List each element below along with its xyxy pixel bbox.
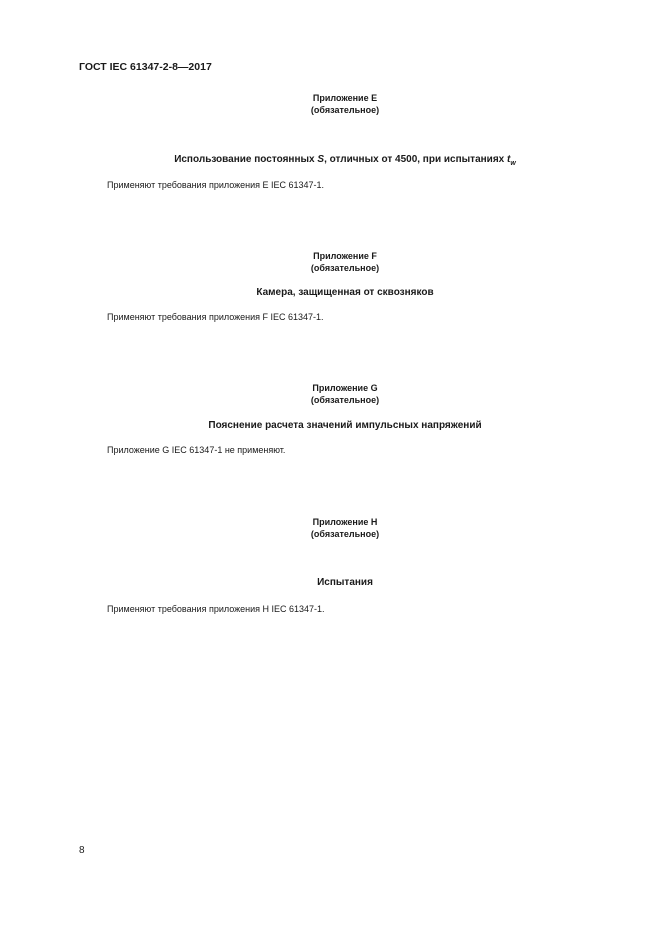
appendix-f-text: Применяют требования приложения F IEC 61347-1. [107,312,324,322]
appendix-g-heading [79,382,611,406]
appendix-h-heading [79,516,611,540]
appendix-h-title: Испытания [317,577,373,588]
title-subscript: w [510,160,516,167]
appendix-f-heading [79,250,611,274]
page-number: 8 [79,845,85,856]
appendix-g-text: Приложение G IEC 61347-1 не применяют. [107,445,286,455]
appendix-f-title: Камера, защищенная от сквозняков [256,287,434,298]
appendix-e-text: Применяют требования приложения E IEC 61347-1. [107,180,325,190]
title-text: Использование постоянных [174,154,318,165]
title-text: , отличных от 4500, при испытаниях [324,154,507,165]
appendix-label: Приложение H [312,517,378,527]
appendix-label: Приложение E [312,93,378,103]
title-variable: S [317,154,325,165]
appendix-label: Приложение G [312,383,378,393]
appendix-g-title: Пояснение расчета значений импульсных напряжений [208,420,482,431]
appendix-status: (обязательное) [310,395,380,405]
title-variable: t [507,154,511,165]
document-code: ГОСТ IEC 61347-2-8—2017 [79,61,212,73]
appendix-status: (обязательное) [310,105,380,115]
appendix-h-text: Применяют требования приложения H IEC 61347-1. [107,604,325,614]
appendix-e-heading [79,92,611,116]
appendix-e-title [79,154,611,167]
appendix-status: (обязательное) [310,529,380,539]
appendix-label: Приложение F [313,251,377,261]
appendix-status: (обязательное) [310,263,380,273]
